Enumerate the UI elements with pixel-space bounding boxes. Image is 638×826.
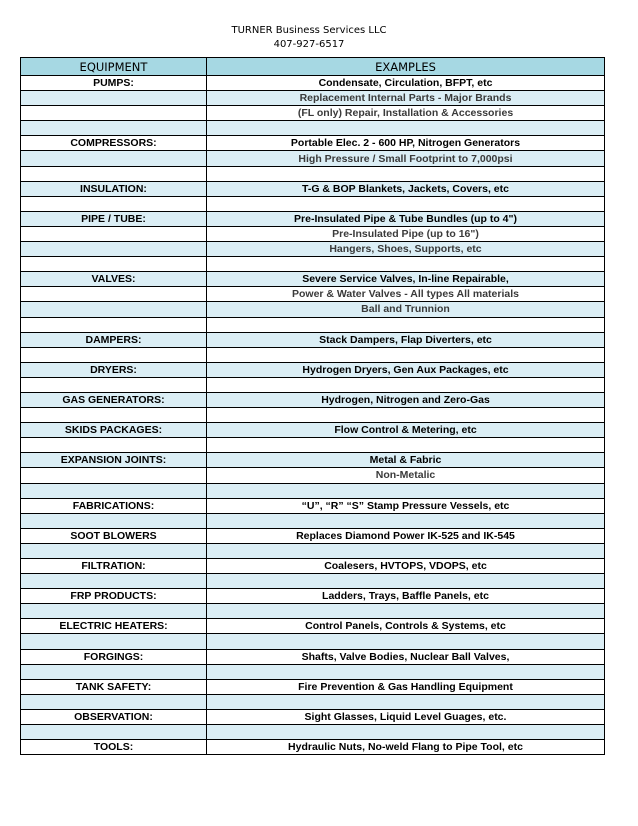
table-row [21, 362, 605, 377]
table-row [21, 106, 605, 121]
table-row [21, 513, 605, 528]
table-row [21, 302, 605, 317]
equipment-category-cell [21, 302, 207, 317]
example-cell [207, 664, 605, 679]
table-row [21, 332, 605, 347]
table-row [21, 423, 605, 438]
table-row [21, 121, 605, 136]
table-row [21, 528, 605, 543]
table-row [21, 725, 605, 740]
table-row [21, 166, 605, 181]
equipment-category-cell [21, 408, 207, 423]
equipment-category-cell [21, 166, 207, 181]
example-cell: Metal & Fabric [207, 453, 605, 468]
table-row [21, 211, 605, 226]
equipment-category-cell [21, 226, 207, 241]
example-cell [207, 121, 605, 136]
example-cell: Hydrogen Dryers, Gen Aux Packages, etc [207, 362, 605, 377]
table-row [21, 226, 605, 241]
equipment-category-cell [21, 664, 207, 679]
company-name: TURNER Business Services LLC [231, 25, 387, 36]
equipment-category-cell [21, 574, 207, 589]
table-row [21, 242, 605, 257]
example-cell: Control Panels, Controls & Systems, etc [207, 619, 605, 634]
example-cell [207, 483, 605, 498]
equipment-category-cell: FORGINGS: [21, 649, 207, 664]
example-cell [207, 377, 605, 392]
examples-column-header: EXAMPLES [207, 58, 605, 76]
example-cell: High Pressure / Small Footprint to 7,000psi [207, 151, 605, 166]
table-row [21, 151, 605, 166]
example-cell: Hydraulic Nuts, No-weld Flang to Pipe Tool, etc [207, 740, 605, 755]
example-cell [207, 574, 605, 589]
example-cell: Pre-Insulated Pipe (up to 16") [207, 226, 605, 241]
equipment-category-cell: ELECTRIC HEATERS: [21, 619, 207, 634]
table-body [21, 76, 605, 755]
table-row [21, 91, 605, 106]
example-cell: Portable Elec. 2 - 600 HP, Nitrogen Generators [207, 136, 605, 151]
example-cell: Hangers, Shoes, Supports, etc [207, 242, 605, 257]
example-cell [207, 725, 605, 740]
table-row [21, 679, 605, 694]
equipment-category-cell [21, 106, 207, 121]
equipment-category-cell [21, 543, 207, 558]
example-cell: Replacement Internal Parts - Major Brands [207, 91, 605, 106]
equipment-category-cell [21, 604, 207, 619]
table-row [21, 181, 605, 196]
table-row [21, 574, 605, 589]
example-cell [207, 196, 605, 211]
table-row [21, 272, 605, 287]
example-cell: Flow Control & Metering, etc [207, 423, 605, 438]
equipment-category-cell: DAMPERS: [21, 332, 207, 347]
table-row [21, 287, 605, 302]
example-cell [207, 166, 605, 181]
equipment-category-cell: SKIDS PACKAGES: [21, 423, 207, 438]
example-cell [207, 543, 605, 558]
example-cell: Pre-Insulated Pipe & Tube Bundles (up to 4") [207, 211, 605, 226]
table-row [21, 740, 605, 755]
table-row [21, 694, 605, 709]
table-row [21, 377, 605, 392]
table-row [21, 589, 605, 604]
table-row [21, 664, 605, 679]
example-cell: Ball and Trunnion [207, 302, 605, 317]
table-row [21, 559, 605, 574]
table-row [21, 543, 605, 558]
example-cell [207, 694, 605, 709]
example-cell: Stack Dampers, Flap Diverters, etc [207, 332, 605, 347]
equipment-category-cell: INSULATION: [21, 181, 207, 196]
equipment-category-cell [21, 196, 207, 211]
table-row [21, 347, 605, 362]
example-cell: Condensate, Circulation, BFPT, etc [207, 76, 605, 91]
equipment-category-cell [21, 151, 207, 166]
equipment-category-cell [21, 287, 207, 302]
equipment-category-cell [21, 438, 207, 453]
table-row [21, 438, 605, 453]
example-cell: “U”, “R” “S” Stamp Pressure Vessels, etc [207, 498, 605, 513]
example-cell [207, 347, 605, 362]
equipment-category-cell [21, 257, 207, 272]
equipment-category-cell: FRP PRODUCTS: [21, 589, 207, 604]
equipment-category-cell: PIPE / TUBE: [21, 211, 207, 226]
equipment-category-cell: TOOLS: [21, 740, 207, 755]
example-cell: Replaces Diamond Power IK-525 and IK-545 [207, 528, 605, 543]
equipment-category-cell [21, 694, 207, 709]
equipment-category-cell [21, 725, 207, 740]
table-row [21, 196, 605, 211]
table-row [21, 257, 605, 272]
example-cell: Fire Prevention & Gas Handling Equipment [207, 679, 605, 694]
equipment-category-cell [21, 121, 207, 136]
equipment-category-cell: EXPANSION JOINTS: [21, 453, 207, 468]
table-row [21, 136, 605, 151]
equipment-category-cell: OBSERVATION: [21, 709, 207, 724]
table-row [21, 619, 605, 634]
example-cell [207, 634, 605, 649]
example-cell [207, 408, 605, 423]
table-row [21, 649, 605, 664]
equipment-category-cell: TANK SAFETY: [21, 679, 207, 694]
equipment-category-cell [21, 483, 207, 498]
example-cell [207, 438, 605, 453]
table-row [21, 498, 605, 513]
equipment-category-cell [21, 377, 207, 392]
equipment-category-cell: SOOT BLOWERS [21, 528, 207, 543]
example-cell: Ladders, Trays, Baffle Panels, etc [207, 589, 605, 604]
table-row [21, 483, 605, 498]
example-cell: Hydrogen, Nitrogen and Zero-Gas [207, 392, 605, 407]
example-cell [207, 604, 605, 619]
example-cell [207, 257, 605, 272]
table-row [21, 709, 605, 724]
table-row [21, 453, 605, 468]
table-row [21, 76, 605, 91]
example-cell [207, 317, 605, 332]
equipment-category-cell [21, 347, 207, 362]
example-cell: Severe Service Valves, In-line Repairable, [207, 272, 605, 287]
table-row [21, 392, 605, 407]
example-cell [207, 513, 605, 528]
equipment-category-cell [21, 634, 207, 649]
example-cell: Sight Glasses, Liquid Level Guages, etc. [207, 709, 605, 724]
equipment-category-cell [21, 242, 207, 257]
example-cell: (FL only) Repair, Installation & Accessories [207, 106, 605, 121]
equipment-table [20, 57, 605, 755]
example-cell: Non-Metalic [207, 468, 605, 483]
equipment-category-cell: VALVES: [21, 272, 207, 287]
table-row [21, 604, 605, 619]
example-cell: T-G & BOP Blankets, Jackets, Covers, etc [207, 181, 605, 196]
equipment-category-cell: DRYERS: [21, 362, 207, 377]
example-cell: Shafts, Valve Bodies, Nuclear Ball Valves, [207, 649, 605, 664]
equipment-category-cell: FILTRATION: [21, 559, 207, 574]
equipment-category-cell [21, 513, 207, 528]
equipment-category-cell [21, 317, 207, 332]
company-phone: 407-927-6517 [273, 39, 345, 50]
table-row [21, 317, 605, 332]
table-row [21, 408, 605, 423]
equipment-category-cell: PUMPS: [21, 76, 207, 91]
table-header-row [21, 58, 605, 76]
table-row [21, 468, 605, 483]
equipment-category-cell: GAS GENERATORS: [21, 392, 207, 407]
equipment-column-header: EQUIPMENT [21, 58, 207, 76]
equipment-category-cell: COMPRESSORS: [21, 136, 207, 151]
example-cell: Power & Water Valves - All types All materials [207, 287, 605, 302]
equipment-category-cell [21, 91, 207, 106]
equipment-category-cell: FABRICATIONS: [21, 498, 207, 513]
example-cell: Coalesers, HVTOPS, VDOPS, etc [207, 559, 605, 574]
table-row [21, 634, 605, 649]
equipment-category-cell [21, 468, 207, 483]
